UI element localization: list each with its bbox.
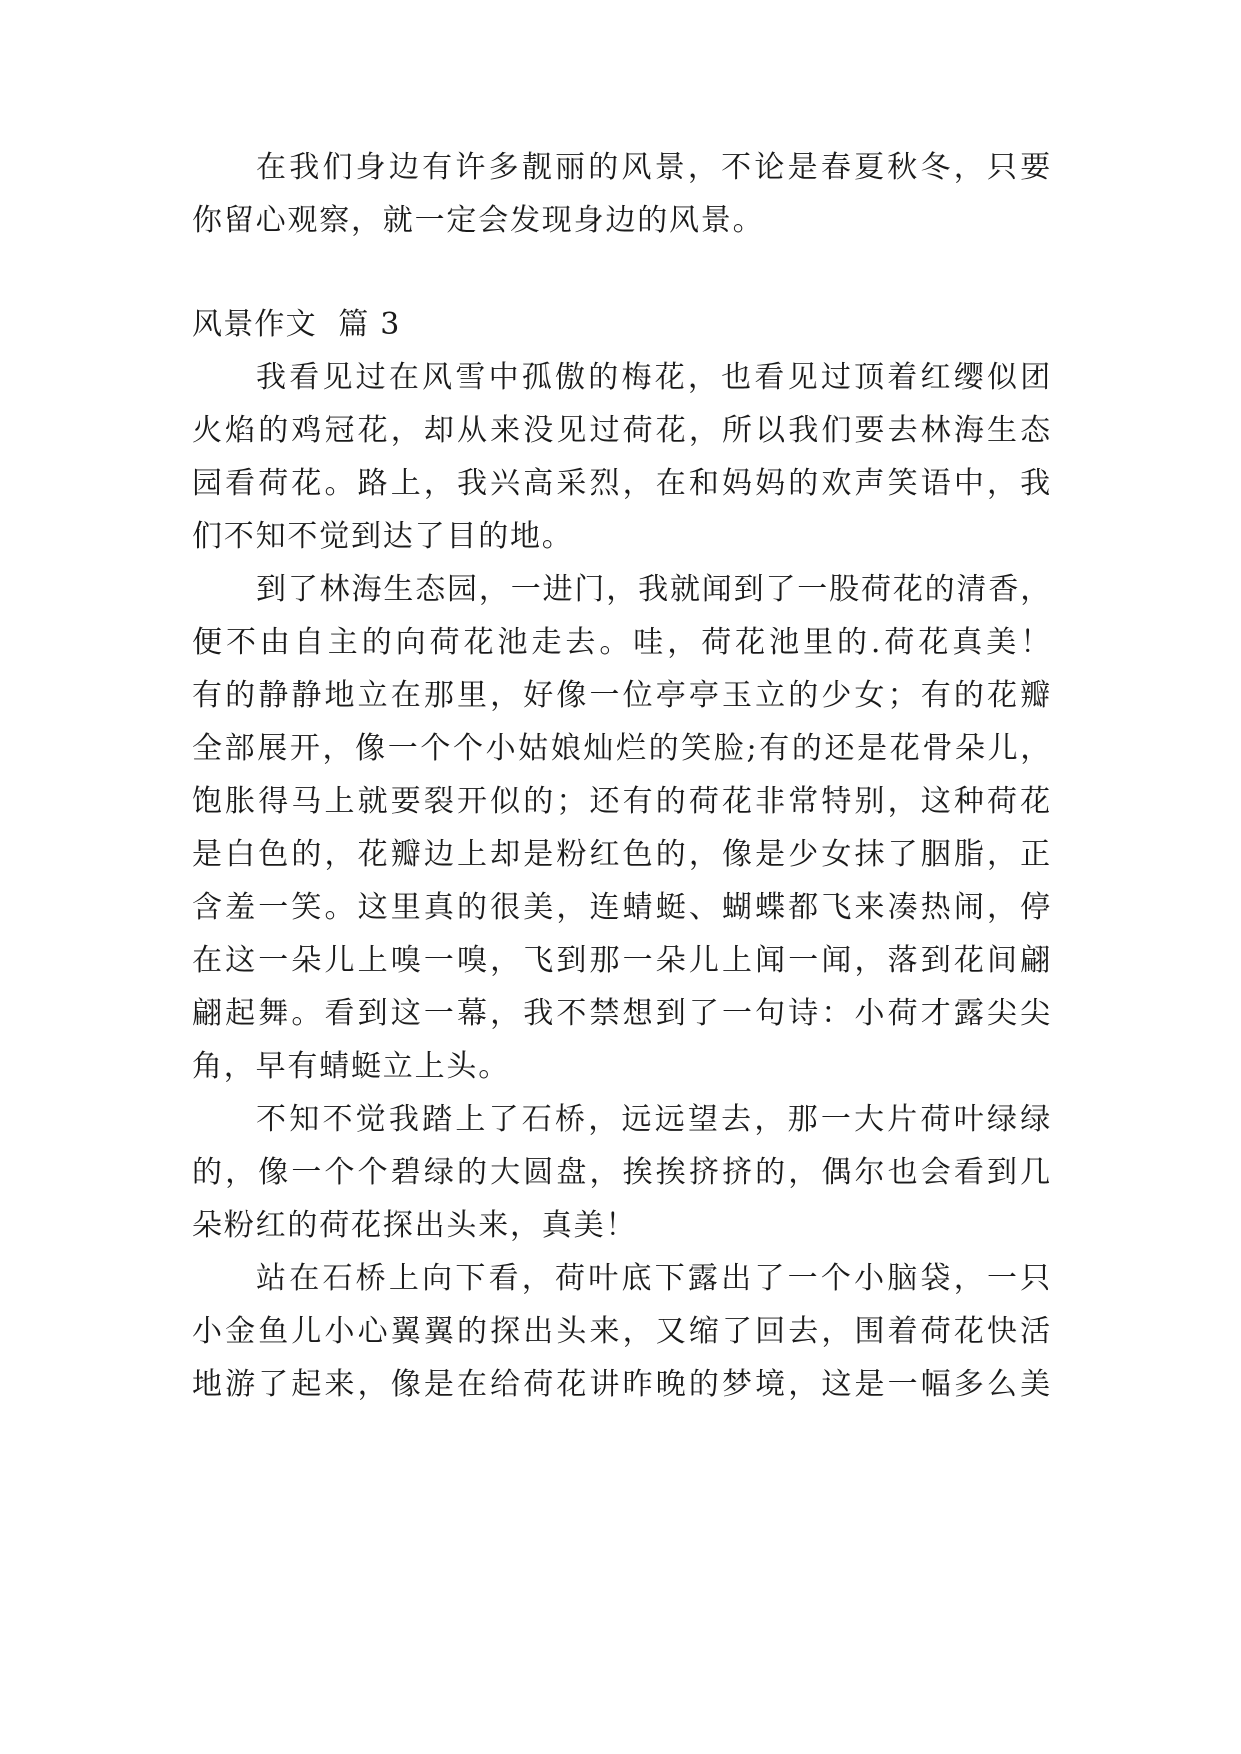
paragraph-line: 全部展开，像一个个小姑娘灿烂的笑脸;有的还是花骨朵儿， [192,731,1052,766]
section-heading: 风景作文 篇 3 [192,307,401,342]
paragraph-line: 朵粉红的荷花探出头来，真美！ [192,1208,638,1243]
paragraph-line: 小金鱼儿小心翼翼的探出头来，又缩了回去，围着荷花快活 [192,1314,1052,1349]
intro-paragraph-line: 在我们身边有许多靓丽的风景，不论是春夏秋冬，只要 [256,150,1052,185]
paragraph-line: 火焰的鸡冠花，却从来没见过荷花，所以我们要去林海生态 [192,413,1052,448]
paragraph-line: 含羞一笑。这里真的很美，连蜻蜓、蝴蝶都飞来凑热闹，停 [192,890,1052,925]
paragraph-line: 我看见过在风雪中孤傲的梅花，也看见过顶着红缨似团 [256,360,1052,395]
paragraph-line: 不知不觉我踏上了石桥，远远望去，那一大片荷叶绿绿 [256,1102,1052,1137]
paragraph-line: 便不由自主的向荷花池走去。哇，荷花池里的.荷花真美！ [192,625,1052,660]
paragraph-line: 是白色的，花瓣边上却是粉红色的，像是少女抹了胭脂，正 [192,837,1052,872]
paragraph-line: 饱胀得马上就要裂开似的；还有的荷花非常特别，这种荷花 [192,784,1052,819]
paragraph-line: 到了林海生态园，一进门，我就闻到了一股荷花的清香， [256,572,1052,607]
paragraph-line: 的，像一个个碧绿的大圆盘，挨挨挤挤的，偶尔也会看到几 [192,1155,1052,1190]
paragraph-line: 园看荷花。路上，我兴高采烈，在和妈妈的欢声笑语中，我 [192,466,1052,501]
paragraph-line: 有的静静地立在那里，好像一位亭亭玉立的少女；有的花瓣 [192,678,1052,713]
paragraph-line: 站在石桥上向下看，荷叶底下露出了一个小脑袋，一只 [256,1261,1052,1296]
paragraph-line: 们不知不觉到达了目的地。 [192,519,574,554]
paragraph-line: 在这一朵儿上嗅一嗅，飞到那一朵儿上闻一闻，落到花间翩 [192,943,1052,978]
paragraph-line: 地游了起来，像是在给荷花讲昨晚的梦境，这是一幅多么美 [192,1367,1052,1402]
paragraph-line: 翩起舞。看到这一幕，我不禁想到了一句诗：小荷才露尖尖 [192,996,1052,1031]
paragraph-line: 角，早有蜻蜓立上头。 [192,1049,510,1084]
intro-paragraph-line: 你留心观察，就一定会发现身边的风景。 [192,203,765,238]
